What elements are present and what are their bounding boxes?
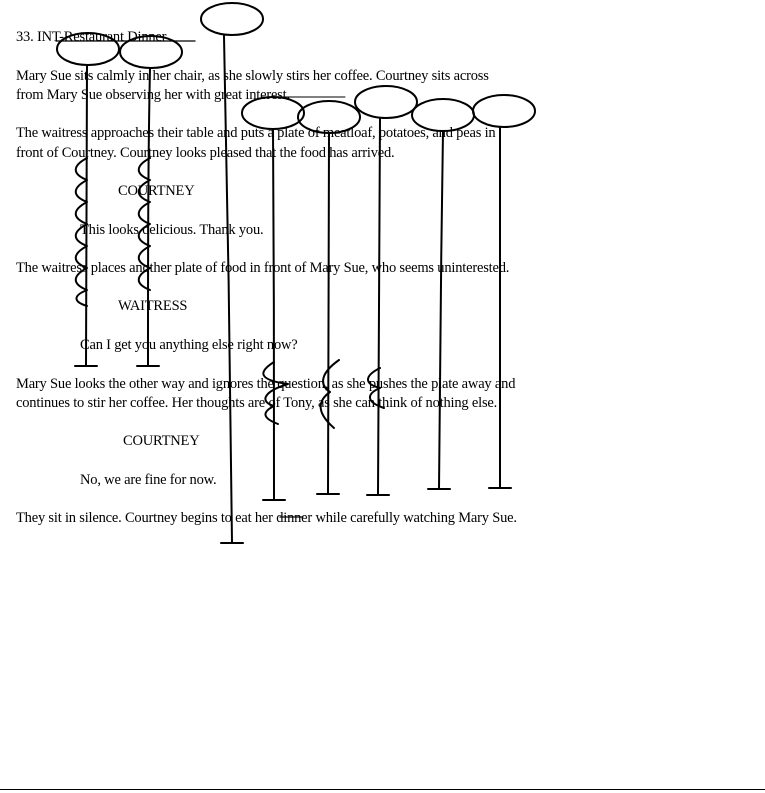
vertical-line-mark <box>148 68 150 366</box>
scene-heading: 33. INT-Restaurant Dinner <box>16 29 167 45</box>
action-line: from Mary Sue observing her with great interest. <box>16 87 290 103</box>
character-name: WAITRESS <box>118 298 188 314</box>
vertical-line-mark <box>378 118 380 495</box>
oval-mark <box>355 86 417 118</box>
dialogue-line: This looks delicious. Thank you. <box>80 222 264 238</box>
action-line: The waitress approaches their table and puts a plate of meatloaf, potatoes, and peas in <box>16 125 496 141</box>
action-line: front of Courtney. Courtney looks pleased that the food has arrived. <box>16 145 395 161</box>
vertical-line-mark <box>224 36 232 543</box>
bottom-rule <box>0 789 765 790</box>
action-line: continues to stir her coffee. Her thoughts are of Tony, as she can think of nothing else. <box>16 395 498 411</box>
character-name: COURTNEY <box>123 433 200 449</box>
oval-mark <box>473 95 535 127</box>
action-line: Mary Sue looks the other way and ignores the question, as she pushes the plate away and <box>16 376 516 392</box>
action-line: The waitress places another plate of food in front of Mary Sue, who seems uninterested. <box>16 260 510 276</box>
vertical-line-mark <box>86 65 87 366</box>
dialogue-line: No, we are fine for now. <box>80 472 217 488</box>
vertical-line-mark <box>273 129 274 500</box>
squiggle-mark <box>263 362 288 424</box>
vertical-line-mark <box>328 133 329 494</box>
action-line: Mary Sue sits calmly in her chair, as she slowly stirs her coffee. Courtney sits across <box>16 68 489 84</box>
vertical-line-mark <box>439 131 443 489</box>
character-name: COURTNEY <box>118 183 195 199</box>
dialogue-line: Can I get you anything else right now? <box>80 337 298 353</box>
oval-mark <box>201 3 263 35</box>
action-line: They sit in silence. Courtney begins to eat her dinner while carefully watching Mary Sue. <box>16 510 517 526</box>
